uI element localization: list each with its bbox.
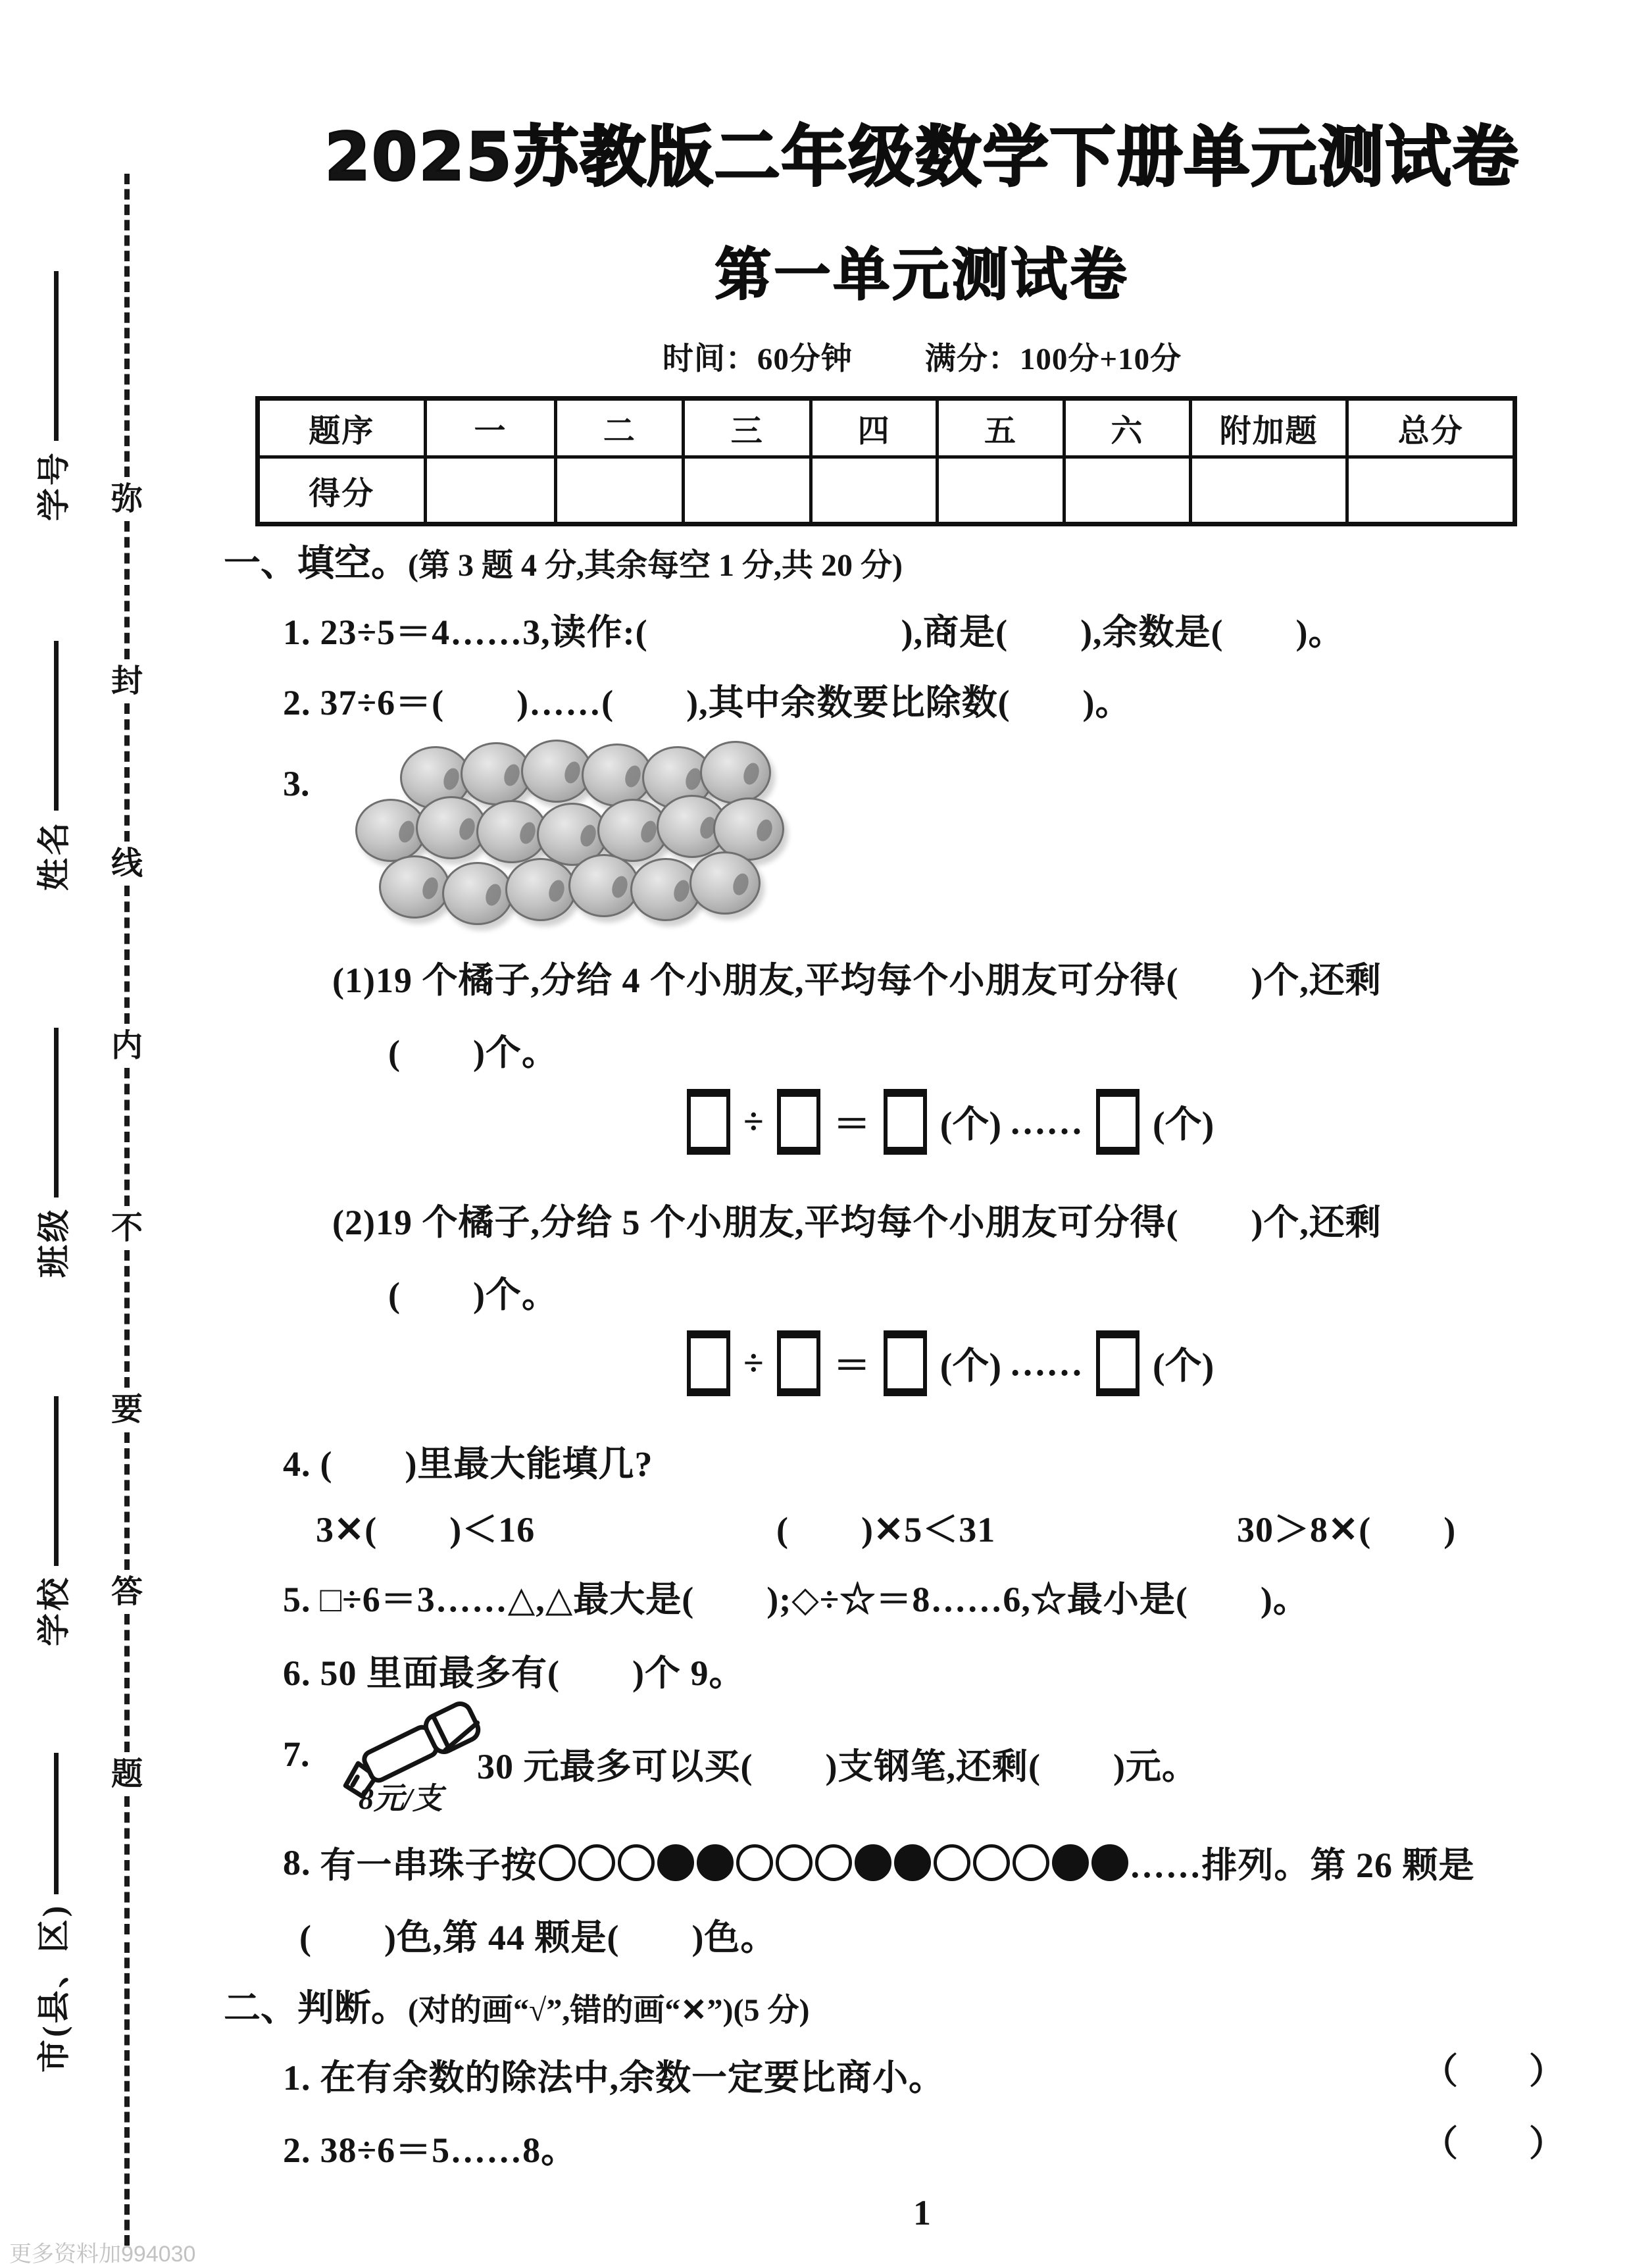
equation-box <box>1096 1089 1139 1155</box>
q8 <box>283 1837 1475 1888</box>
q6 <box>283 1645 745 1696</box>
divide-sign: ÷ <box>743 1101 764 1142</box>
judge1 <box>283 2050 945 2100</box>
black-bead <box>1091 1844 1128 1881</box>
q3-number: 3. <box>283 764 310 803</box>
field-school-label: 学校 <box>36 1575 72 1646</box>
orange <box>379 855 450 919</box>
equation-box <box>687 1330 730 1396</box>
q6-text: 50 里面最多有( )个 9。 <box>320 1653 745 1693</box>
watermark: 更多资料加994030 <box>9 2242 196 2267</box>
judge1-text: 在有余数的除法中,余数一定要比商小。 <box>320 2058 945 2098</box>
section1-note: (第 3 题 4 分,其余每空 1 分,共 20 分) <box>408 548 903 583</box>
section2-heading <box>224 1979 810 2032</box>
orange <box>568 854 639 917</box>
field-name-line <box>52 641 59 811</box>
white-bead <box>618 1844 655 1881</box>
equals-sign: ＝ <box>833 1105 870 1146</box>
q1 <box>283 604 1345 655</box>
q4-expression-2: ( )✕5＜31 <box>776 1510 996 1550</box>
q5-text: □÷6＝3……△,△最大是( );◇÷☆＝8……6,☆最小是( )。 <box>320 1580 1309 1619</box>
q1-number: 1. <box>283 613 311 652</box>
score-table-header: 附加题 <box>1192 401 1349 459</box>
seal-dash <box>124 174 130 477</box>
q7-text: 30 元最多可以买( )支钢笔,还剩( )元。 <box>477 1747 1198 1786</box>
q5-number: 5. <box>283 1580 311 1619</box>
q8-line2: ( )色,第 44 颗是( )色。 <box>299 1918 777 1957</box>
q3-sub1-line1: (1)19 个橘子,分给 4 个小朋友,平均每个小朋友可分得( )个,还剩 <box>332 961 1382 1000</box>
q3-sub2-line2: ( )个。 <box>388 1275 558 1315</box>
black-bead <box>855 1844 891 1881</box>
q8-number: 8. <box>283 1842 311 1882</box>
full-score: 满分：100分+10分 <box>924 342 1182 376</box>
page-subtitle: 第一单元测试卷 <box>714 242 1130 308</box>
score-cell-empty <box>813 459 939 522</box>
seal-dash <box>124 886 130 1024</box>
q4-expression-3: 30＞8✕( ) <box>1237 1510 1457 1550</box>
field-class-label: 班级 <box>36 1207 72 1278</box>
unit-label: (个) <box>939 1105 1002 1146</box>
q2-text: 37÷6＝( )……( ),其中余数要比除数( )。 <box>320 683 1132 722</box>
q3-sub1-line2: ( )个。 <box>388 1033 558 1072</box>
q7-number: 7. <box>283 1734 310 1774</box>
field-city-district <box>28 1753 75 2073</box>
equation-box <box>687 1089 730 1155</box>
paper-body <box>217 0 1627 2261</box>
field-name <box>28 641 75 891</box>
score-table-header: 题序 <box>260 401 427 459</box>
seal-dash <box>124 1068 130 1206</box>
field-city-district-label: 市(县、区) <box>36 1903 72 2073</box>
remainder-dots: …… <box>1009 1343 1084 1384</box>
score-table <box>255 396 1517 526</box>
q1-text: 23÷5＝4……3,读作:( ),商是( ),余数是( )。 <box>320 613 1345 652</box>
equation-box <box>777 1330 820 1396</box>
field-student-id-line <box>52 271 59 441</box>
white-bead <box>776 1844 813 1881</box>
orange <box>700 741 771 804</box>
section2-title: 二、判断。 <box>224 1988 408 2029</box>
equation-box <box>777 1089 820 1155</box>
q4-text: ( )里最大能填几? <box>320 1444 653 1484</box>
q2-number: 2. <box>283 683 311 722</box>
equation-box <box>884 1089 927 1155</box>
judge2-number: 2. <box>283 2130 311 2170</box>
score-cell-empty <box>1349 459 1513 522</box>
seal-char: 不 <box>111 1210 143 1246</box>
bead-pattern <box>538 1844 1130 1881</box>
equation-box <box>1096 1330 1139 1396</box>
judge1-answer-blank: （ ） <box>1422 2052 1564 2091</box>
score-cell-empty <box>557 459 685 522</box>
seal-line <box>111 170 143 2250</box>
unit-label: (个) <box>1153 1346 1214 1387</box>
score-table-header: 四 <box>813 401 939 459</box>
seal-char: 要 <box>111 1392 143 1428</box>
seal-char: 题 <box>111 1757 143 1792</box>
field-class-line <box>52 1028 59 1197</box>
judge2 <box>283 2122 577 2173</box>
seal-char: 封 <box>111 664 143 699</box>
black-bead <box>894 1844 931 1881</box>
score-table-header: 五 <box>939 401 1066 459</box>
white-bead <box>1013 1844 1049 1881</box>
score-table-header: 一 <box>427 401 558 459</box>
q6-number: 6. <box>283 1653 311 1693</box>
pen-price-label: 8元/支 <box>359 1782 443 1815</box>
section1-heading <box>224 534 903 587</box>
field-city-district-line <box>52 1753 59 1894</box>
seal-char: 弥 <box>111 482 143 517</box>
q4 <box>283 1436 653 1486</box>
q3-equation-2 <box>678 1330 1218 1396</box>
score-table-header: 六 <box>1066 401 1192 459</box>
page-title: 2025苏教版二年级数学下册单元测试卷 <box>324 118 1520 195</box>
exam-meta <box>217 334 1627 378</box>
q8-prefix: 有一串珠子按 <box>320 1846 538 1885</box>
score-table-header: 二 <box>557 401 685 459</box>
white-bead <box>539 1844 576 1881</box>
white-bead <box>934 1844 970 1881</box>
seal-dash <box>124 703 130 842</box>
seal-dash <box>124 1432 130 1571</box>
oranges-picture <box>321 738 808 929</box>
judge2-answer-blank: （ ） <box>1422 2124 1564 2163</box>
remainder-dots: …… <box>1009 1101 1084 1142</box>
seal-char: 内 <box>111 1028 143 1063</box>
score-table-header: 三 <box>685 401 813 459</box>
q2 <box>283 674 1132 725</box>
q3-sub2-line1: (2)19 个橘子,分给 5 个小朋友,平均每个小朋友可分得( )个,还剩 <box>332 1203 1382 1242</box>
orange <box>505 858 576 921</box>
score-row-label: 得分 <box>260 459 427 522</box>
orange <box>689 851 761 915</box>
seal-char: 线 <box>111 845 143 881</box>
score-cell-empty <box>1192 459 1349 522</box>
equation-box <box>884 1330 927 1396</box>
section2-note: (对的画“√”,错的画“✕”)(5 分) <box>408 1993 810 2028</box>
unit-label: (个) <box>1153 1105 1214 1146</box>
score-cell-empty <box>427 459 558 522</box>
unit-label: (个) <box>939 1346 1002 1387</box>
black-bead <box>657 1844 694 1881</box>
black-bead <box>1052 1844 1089 1881</box>
page-number: 1 <box>913 2193 931 2232</box>
score-cell-empty <box>939 459 1066 522</box>
judge1-number: 1. <box>283 2058 311 2098</box>
field-name-label: 姓名 <box>36 820 72 891</box>
time-limit: 时间：60分钟 <box>662 342 853 376</box>
seal-dash <box>124 521 130 659</box>
divide-sign: ÷ <box>743 1343 764 1384</box>
white-bead <box>736 1844 773 1881</box>
white-bead <box>973 1844 1010 1881</box>
orange <box>442 862 513 925</box>
seal-dash <box>124 1942 130 2246</box>
score-table-header: 总分 <box>1349 401 1513 459</box>
field-student-id <box>28 271 75 521</box>
q4-number: 4. <box>283 1444 311 1484</box>
field-school-line <box>52 1396 59 1566</box>
score-cell-empty <box>685 459 813 522</box>
section1-title: 一、填空。 <box>224 543 408 584</box>
field-class <box>28 1028 75 1278</box>
seal-char: 答 <box>111 1575 143 1610</box>
equals-sign: ＝ <box>833 1346 870 1387</box>
black-bead <box>697 1844 734 1881</box>
seal-dash <box>124 1796 130 1934</box>
q4-expression-1: 3✕( )＜16 <box>316 1510 536 1550</box>
white-bead <box>578 1844 615 1881</box>
score-cell-empty <box>1066 459 1192 522</box>
field-student-id-label: 学号 <box>36 450 72 521</box>
white-bead <box>815 1844 852 1881</box>
q8-suffix: ……排列。第 26 颗是 <box>1129 1846 1475 1885</box>
seal-dash <box>124 1250 130 1388</box>
judge2-text: 38÷6＝5……8。 <box>320 2130 578 2170</box>
q3-equation-1 <box>678 1089 1218 1155</box>
field-school <box>28 1396 75 1646</box>
seal-dash <box>124 1614 130 1752</box>
q5 <box>283 1571 1309 1622</box>
